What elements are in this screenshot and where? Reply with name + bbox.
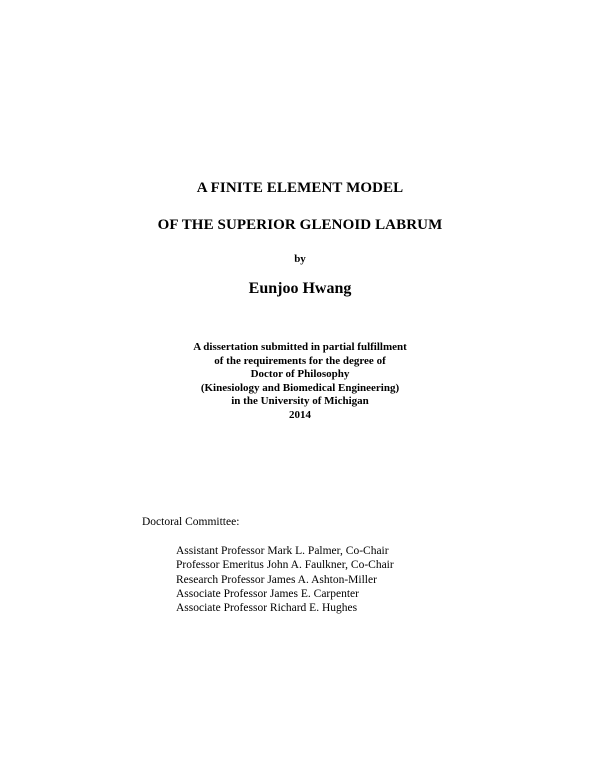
title-line-1: A FINITE ELEMENT MODEL bbox=[196, 180, 404, 196]
dissertation-statement bbox=[0, 341, 600, 423]
committee-member: Associate Professor Richard E. Hughes bbox=[176, 602, 358, 615]
title-line-2: OF THE SUPERIOR GLENOID LABRUM bbox=[157, 217, 443, 233]
statement-line: in the University of Michigan bbox=[231, 395, 369, 408]
statement-line: Doctor of Philosophy bbox=[250, 368, 350, 381]
committee-member: Assistant Professor Mark L. Palmer, Co-Chair bbox=[176, 545, 389, 557]
statement-line: A dissertation submitted in partial fulfillment bbox=[193, 341, 407, 353]
statement-year: 2014 bbox=[289, 408, 311, 421]
committee-list bbox=[176, 544, 394, 615]
statement-line: (Kinesiology and Biomedical Engineering) bbox=[200, 381, 400, 394]
committee-member: Associate Professor James E. Carpenter bbox=[176, 587, 359, 600]
committee-member: Professor Emeritus John A. Faulkner, Co-Chair bbox=[176, 559, 394, 572]
committee-member: Research Professor James A. Ashton-Miller bbox=[176, 573, 377, 586]
committee-label: Doctoral Committee: bbox=[142, 516, 240, 528]
by-label: by bbox=[294, 253, 306, 265]
statement-line: of the requirements for the degree of bbox=[214, 354, 386, 367]
author-name: Eunjoo Hwang bbox=[248, 280, 352, 297]
